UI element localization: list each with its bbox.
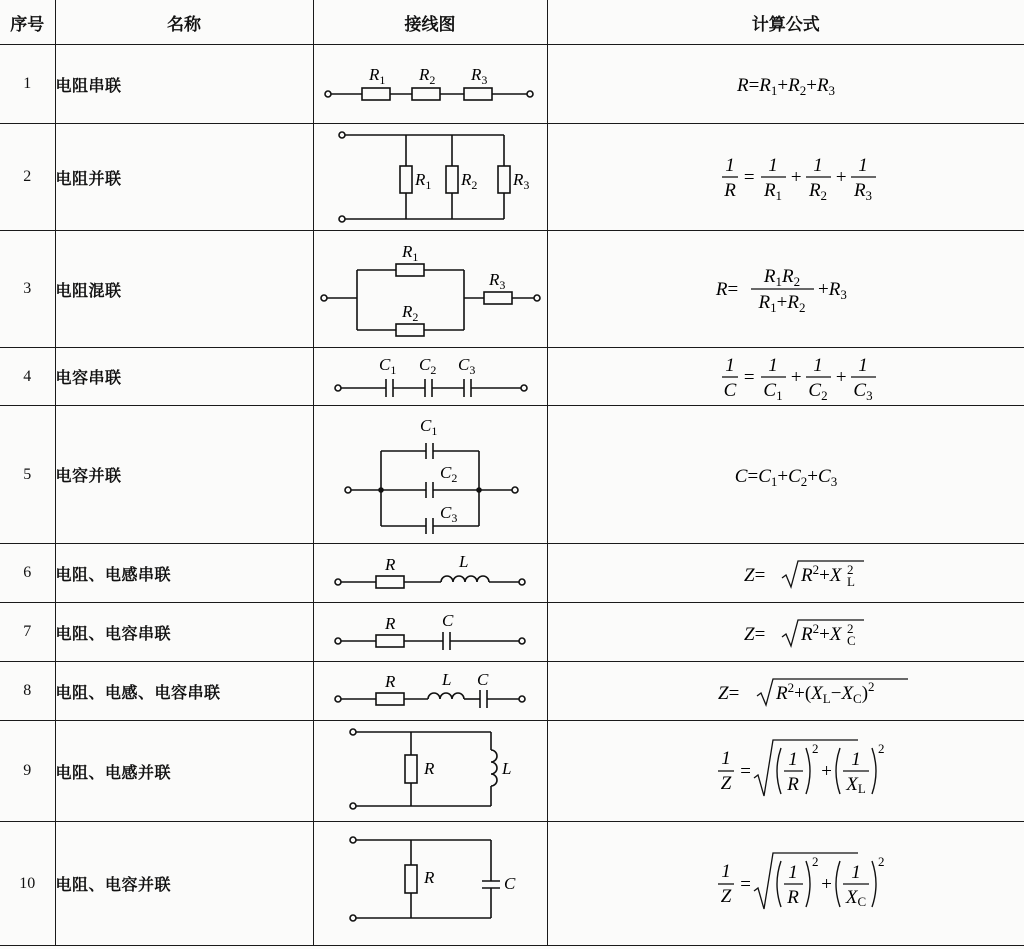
formula-expression <box>636 849 936 919</box>
svg-text:R1: $R_1$ <box>414 169 431 192</box>
svg-text:C: C <box>441 610 453 630</box>
row-formula <box>547 822 1024 946</box>
row-name: 电阻串联 <box>55 45 313 124</box>
capacitor-parallel-diagram <box>314 407 548 543</box>
table-row <box>0 662 1024 721</box>
table-row <box>0 822 1024 946</box>
row-name: 电阻并联 <box>55 124 313 231</box>
table-row <box>0 348 1024 406</box>
row-name: 电阻、电容并联 <box>55 822 313 946</box>
svg-text:R1: $R_1$ <box>401 241 418 264</box>
svg-text:=: = <box>738 873 752 895</box>
row-diagram <box>313 231 547 348</box>
header-index: 序号 <box>0 0 55 45</box>
svg-text:C=C1+C2+C3: $C=C_1+C_2+C_3$ <box>734 465 837 489</box>
svg-text:1: 1 <box>858 155 868 176</box>
row-diagram <box>313 544 547 603</box>
row-diagram <box>313 348 547 406</box>
svg-text:2: 2 <box>811 741 819 756</box>
row-index: 1 <box>0 45 55 124</box>
row-name: 电阻、电感、电容串联 <box>55 662 313 721</box>
table-row <box>0 406 1024 544</box>
svg-text:R1: $R_1$ <box>368 65 385 87</box>
svg-text:L: L <box>458 551 468 571</box>
row-formula <box>547 124 1024 231</box>
row-index: 5 <box>0 406 55 544</box>
row-formula <box>547 662 1024 721</box>
svg-text:R3: $R_3$ <box>470 65 487 87</box>
table-row <box>0 231 1024 348</box>
svg-text:R: R <box>786 886 799 908</box>
svg-text:1: 1 <box>813 354 823 376</box>
formula-expression <box>636 349 936 405</box>
rlc-series-diagram <box>314 663 548 720</box>
row-name: 电阻、电感并联 <box>55 721 313 822</box>
svg-text:C: C <box>476 669 488 689</box>
svg-text:Z: Z <box>720 885 732 907</box>
row-formula <box>547 45 1024 124</box>
svg-text:C2: $C_2$ <box>418 354 436 377</box>
row-index: 9 <box>0 721 55 822</box>
svg-text:C: C <box>503 873 515 893</box>
svg-text:+: + <box>819 761 833 782</box>
svg-text:C3: $C_3$ <box>439 502 457 525</box>
svg-text:R2+X: $R^2+X$ <box>800 621 842 645</box>
svg-text:R: R <box>723 180 736 201</box>
svg-text:R3: $R_3$ <box>512 169 529 192</box>
svg-text:C: C <box>846 633 856 648</box>
svg-text:C2: $C_2$ <box>808 379 828 403</box>
resistor-mixed-diagram <box>314 232 548 347</box>
row-formula <box>547 603 1024 662</box>
table-header-row <box>0 0 1024 45</box>
svg-text:R: R <box>384 554 395 574</box>
svg-text:R2: $R_2$ <box>401 301 418 324</box>
formula-expression <box>636 736 936 806</box>
rc-parallel-diagram <box>314 823 548 945</box>
svg-text:R: R <box>384 613 395 633</box>
row-name: 电阻、电感串联 <box>55 544 313 603</box>
table-row <box>0 603 1024 662</box>
row-formula <box>547 721 1024 822</box>
svg-text:1: 1 <box>768 354 778 376</box>
svg-text:R=R1+R2+R3: $R=R_1+R_2+R_3$ <box>736 75 835 98</box>
svg-text:L: L <box>846 574 855 589</box>
svg-text:R1R2: $R_1R_2$ <box>763 266 800 289</box>
capacitor-series-diagram <box>314 349 548 405</box>
svg-text:R: R <box>786 774 799 795</box>
row-index: 7 <box>0 603 55 662</box>
formula-expression <box>636 553 936 593</box>
row-index: 3 <box>0 231 55 348</box>
svg-text:C: C <box>723 379 737 401</box>
svg-text:R1: $R_1$ <box>763 180 782 203</box>
row-index: 10 <box>0 822 55 946</box>
svg-text:2: 2 <box>846 562 854 577</box>
svg-text:=: = <box>742 366 756 388</box>
svg-text:R2+(XL−XC)2: $R^2+(X_L-X_C)^2$ <box>775 679 875 706</box>
table-row <box>0 544 1024 603</box>
svg-text:R2: $R_2$ <box>460 169 477 192</box>
formula-expression <box>636 671 936 711</box>
svg-text:1: 1 <box>851 749 861 770</box>
svg-text:C3: $C_3$ <box>457 354 475 377</box>
svg-text:C1: $C_1$ <box>378 354 396 377</box>
svg-text:C1: $C_1$ <box>763 379 783 403</box>
svg-text:+: + <box>834 366 848 388</box>
svg-text:R3: $R_3$ <box>488 269 505 292</box>
svg-text:R: R <box>423 867 434 887</box>
svg-text:Z=: Z= <box>743 565 766 586</box>
formula-expression <box>636 612 936 652</box>
svg-text:L: L <box>441 669 451 689</box>
row-index: 4 <box>0 348 55 406</box>
svg-text:+: + <box>789 366 803 388</box>
svg-text:Z=: Z= <box>717 683 740 704</box>
svg-text:2: 2 <box>877 741 885 756</box>
svg-text:C1: $C_1$ <box>419 415 437 438</box>
svg-text:R: R <box>384 671 395 691</box>
row-diagram <box>313 45 547 124</box>
formula-expression <box>636 64 936 104</box>
svg-text:1: 1 <box>721 860 731 882</box>
svg-text:R: R <box>423 758 434 778</box>
svg-text:1: 1 <box>788 749 798 770</box>
svg-text:Z: Z <box>720 773 732 794</box>
rc-series-diagram <box>314 604 548 661</box>
svg-text:=: = <box>742 167 756 188</box>
row-formula <box>547 406 1024 544</box>
svg-text:1: 1 <box>858 354 868 376</box>
svg-text:+: + <box>789 167 803 188</box>
row-diagram <box>313 662 547 721</box>
formula-expression <box>636 455 936 495</box>
svg-text:XL: XL <box>845 774 866 796</box>
row-name: 电阻混联 <box>55 231 313 348</box>
svg-text:C3: $C_3$ <box>853 379 873 403</box>
row-formula <box>547 231 1024 348</box>
svg-text:1: 1 <box>721 748 731 769</box>
svg-text:XC: XC <box>845 886 866 909</box>
row-name: 电阻、电容串联 <box>55 603 313 662</box>
svg-text:1: 1 <box>813 155 823 176</box>
svg-text:C2: $C_2$ <box>439 462 457 485</box>
svg-text:L: L <box>501 758 511 778</box>
header-formula: 计算公式 <box>547 0 1024 45</box>
row-diagram <box>313 603 547 662</box>
row-index: 2 <box>0 124 55 231</box>
svg-text:1: 1 <box>725 155 735 176</box>
row-name: 电容串联 <box>55 348 313 406</box>
formula-expression <box>636 147 936 207</box>
svg-text:1: 1 <box>851 861 861 883</box>
row-diagram <box>313 822 547 946</box>
row-formula <box>547 544 1024 603</box>
row-index: 8 <box>0 662 55 721</box>
table-row <box>0 45 1024 124</box>
svg-text:1: 1 <box>768 155 778 176</box>
row-diagram <box>313 721 547 822</box>
resistor-parallel-diagram <box>314 125 548 230</box>
svg-text:+: + <box>819 873 833 895</box>
svg-text:=: = <box>738 761 752 782</box>
row-index: 6 <box>0 544 55 603</box>
svg-text:Z=: Z= <box>743 624 766 645</box>
row-formula <box>547 348 1024 406</box>
rl-parallel-diagram <box>314 722 548 821</box>
header-diagram: 接线图 <box>313 0 547 45</box>
table-row <box>0 124 1024 231</box>
svg-text:R1+R2: $R_1+R_2$ <box>758 292 806 315</box>
row-diagram <box>313 124 547 231</box>
row-diagram <box>313 406 547 544</box>
formula-expression <box>636 259 936 319</box>
svg-text:R2: $R_2$ <box>808 180 827 203</box>
svg-text:2: 2 <box>846 621 854 636</box>
svg-text:+R3: $+R_3$ <box>817 279 847 302</box>
resistor-series-diagram <box>314 45 548 123</box>
svg-text:2: 2 <box>811 853 819 869</box>
svg-text:+: + <box>834 167 848 188</box>
header-name: 名称 <box>55 0 313 45</box>
svg-text:1: 1 <box>725 354 735 376</box>
svg-text:R2+X: $R^2+X$ <box>800 562 842 586</box>
svg-text:R2: $R_2$ <box>418 65 435 87</box>
svg-text:R3: $R_3$ <box>853 180 872 203</box>
svg-text:R=: R= <box>715 279 738 300</box>
table-row <box>0 721 1024 822</box>
row-name: 电容并联 <box>55 406 313 544</box>
svg-text:1: 1 <box>788 861 798 883</box>
svg-text:2: 2 <box>877 853 885 869</box>
rl-series-diagram <box>314 545 548 602</box>
